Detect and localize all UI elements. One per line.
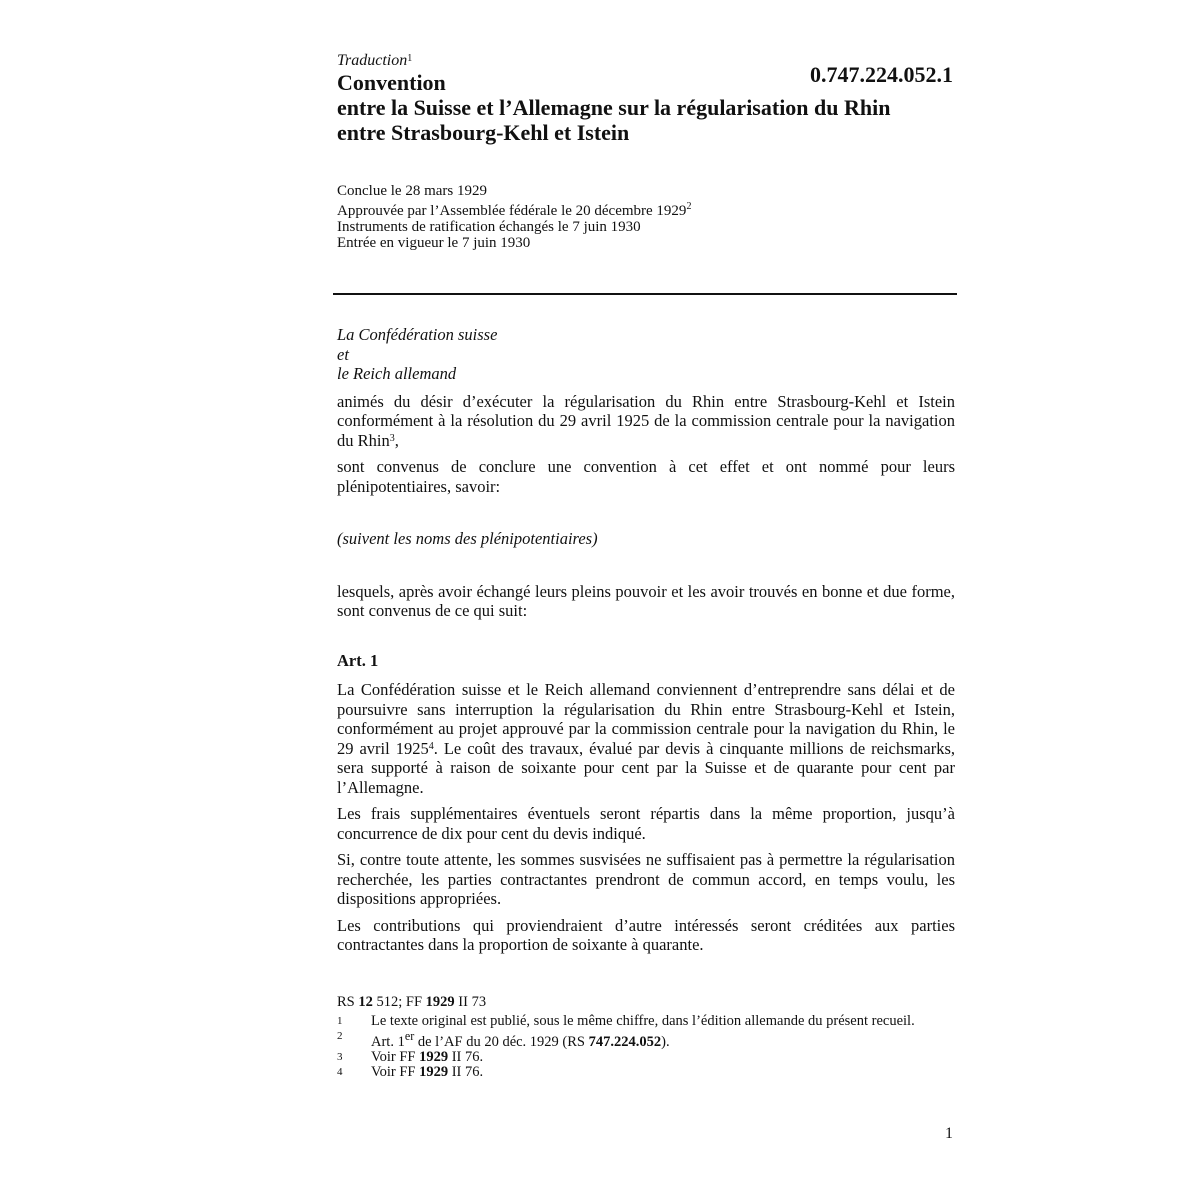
article-paragraph: Si, contre toute attente, les sommes susvisées ne suffisaient pas à permettre la régularisation recherchée, les parties contractantes prendront de commun accord, en temps voulu, les dispositions appropriées. <box>337 850 955 908</box>
footnote-text: Le texte original est publié, sous le même chiffre, dans l’édition allemande du présent recueil. <box>371 1013 915 1029</box>
article-paragraph: Les frais supplémentaires éventuels seront répartis dans la même proportion, jusqu’à concurrence de dix pour cent du devis indiqué. <box>337 804 955 843</box>
footnote-item <box>337 1065 955 1080</box>
footnote-number: 4 <box>337 1065 343 1078</box>
document-page <box>337 0 957 1200</box>
footnote-part: Voir FF <box>371 1048 420 1065</box>
ref-text: 12 <box>358 994 373 1010</box>
preamble-paragraph: lesquels, après avoir échangé leurs pleins pouvoir et les avoir trouvés en bonne et due forme, sont convenus de ce qui suit: <box>337 581 955 620</box>
header-divider <box>333 293 957 295</box>
ratification-date: Instruments de ratification échangés le 7 juin 1930 <box>337 219 641 235</box>
party-germany: le Reich allemand <box>337 364 457 383</box>
footnote-part: II 76. <box>448 1048 484 1065</box>
article-heading: Art. 1 <box>337 650 379 670</box>
footnote-ref[interactable]: 3 <box>389 432 395 444</box>
translation-text: Traduction <box>337 52 408 69</box>
document-header <box>337 52 957 145</box>
footnote-item <box>337 1050 955 1065</box>
footnote-ref[interactable]: 4 <box>428 740 434 752</box>
preamble-text: , <box>394 430 399 450</box>
footnote-text <box>371 1029 955 1050</box>
article-text: La Confédération suisse et le Reich allemand conviennent d’entreprendre sans délai et de poursuivre sans interruption la régularisation du Rhin entre Strasbourg-Kehl et Istein, conformément au projet approuvé par la commission centrale pour la navigation du Rhin, le 29 avril 1925 <box>337 680 955 758</box>
source-reference <box>337 995 955 1010</box>
ref-text: 1929 <box>425 994 455 1010</box>
approved-text: Approuvée par l’Assemblée fédérale le 20 décembre 1929 <box>337 203 687 219</box>
footnote-part: ). <box>661 1033 670 1050</box>
approved-date <box>337 199 691 219</box>
footnote-part: Art. 1 <box>371 1033 405 1050</box>
footnote-item <box>337 1014 955 1029</box>
document-code: 0.747.224.052.1 <box>810 62 953 87</box>
preamble-paragraph <box>337 392 955 451</box>
contracting-parties <box>337 325 955 384</box>
article-paragraph: Les contributions qui proviendraient d’autre intéressés seront créditées aux parties contractantes dans la proportion de soixante à quarante. <box>337 915 955 954</box>
title-line: entre Strasbourg-Kehl et Istein <box>337 120 630 145</box>
concluded-date: Conclue le 28 mars 1929 <box>337 183 487 199</box>
footnote-number: 1 <box>337 1015 343 1027</box>
footnote-item <box>337 1029 955 1050</box>
footnote-number: 2 <box>337 1030 343 1042</box>
entry-into-force-date: Entrée en vigueur le 7 juin 1930 <box>337 235 531 251</box>
footnote-number: 3 <box>337 1050 343 1063</box>
footnote-ref[interactable]: 2 <box>686 201 692 212</box>
document-body <box>337 325 955 962</box>
preamble-paragraph: sont convenus de conclure une convention à cet effet et ont nommé pour leurs plénipotentiaires, savoir: <box>337 457 955 496</box>
footnote-part: Voir FF <box>371 1063 420 1080</box>
footnote-part: de l’AF du 20 déc. 1929 (RS <box>414 1033 589 1050</box>
footnote-part: II 76. <box>448 1063 484 1080</box>
footnote-part: 1929 <box>419 1063 449 1080</box>
article-paragraph <box>337 680 955 797</box>
footnotes <box>337 995 955 1080</box>
party-switzerland: La Confédération suisse <box>337 325 498 344</box>
title-line: Convention <box>337 70 446 95</box>
convention-dates <box>337 183 691 251</box>
footnote-ref[interactable]: 1 <box>407 53 413 64</box>
footnote-part: 1929 <box>419 1048 449 1065</box>
footnote-part: er <box>404 1029 415 1043</box>
preamble-text: animés du désir d’exécuter la régularisation du Rhin entre Strasbourg-Kehl et Istein conformément à la résolution du 29 avril 1925 de la commission centrale pour la navigation du Rhin <box>337 391 955 450</box>
footnote-part: 747.224.052 <box>588 1033 662 1050</box>
article-text: . Le coût des travaux, évalué par devis à cinquante millions de reichsmarks, sera supporté à raison de soixante pour cent par la Suisse et de quarante pour cent par l’Allemagne. <box>337 738 955 797</box>
footnote-text <box>371 1050 955 1065</box>
plenipotentiaries-note: (suivent les noms des plénipotentiaires) <box>337 529 598 548</box>
ref-text: RS <box>337 994 359 1010</box>
party-conjunction: et <box>337 344 349 364</box>
title-line: entre la Suisse et l’Allemagne sur la régularisation du Rhin <box>337 95 891 120</box>
footnote-text <box>371 1065 955 1080</box>
ref-text: 512; FF <box>372 994 426 1010</box>
page-number: 1 <box>945 1125 953 1142</box>
ref-text: II 73 <box>454 994 487 1010</box>
